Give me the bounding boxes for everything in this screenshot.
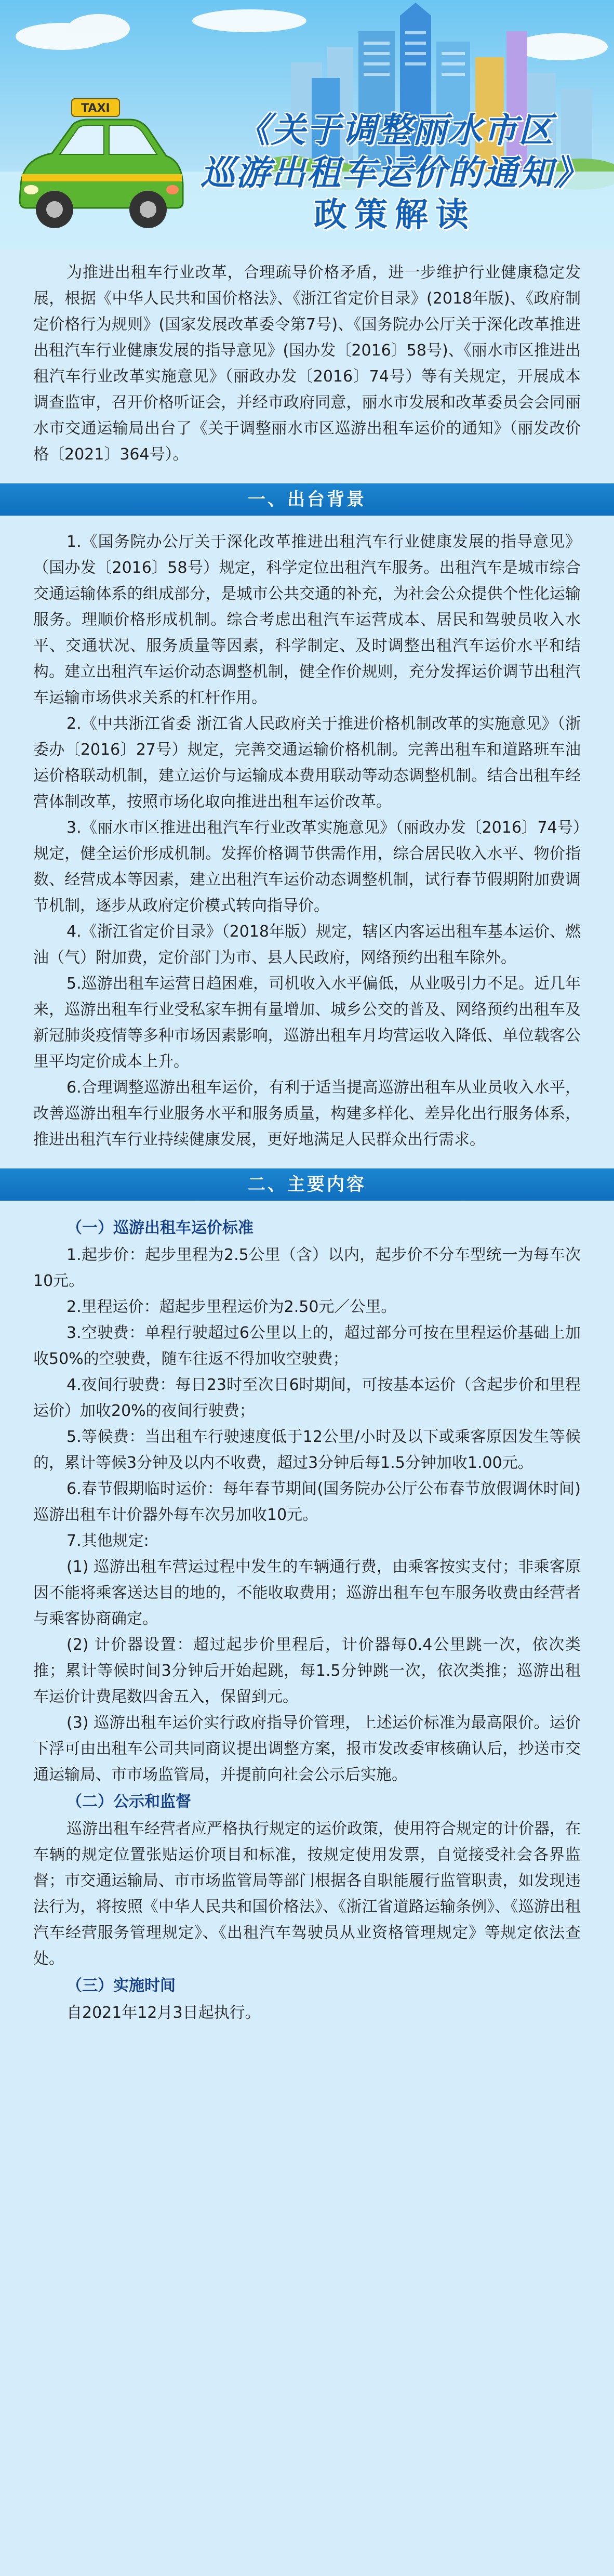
taxi-icon — [10, 96, 187, 236]
fare-item-7: 7.其他规定: — [66, 1532, 149, 1550]
fare-item-3: 3.空驶费：单程行驶超过6公里以上的，超过部分可按在里程运价基础上加收50%的空驶费，随车往返不得加收空驶费； — [33, 1324, 581, 1368]
background-item-4: 4.《浙江省定价目录》（2018年版）规定，辖区内客运出租车基本运价、燃油（气）附加费，定价部门为市、县人民政府，网络预约出租车除外。 — [33, 923, 581, 967]
intro-paragraph: 为推进出租车行业改革，合理疏导价格矛盾，进一步维护行业健康稳定发展，根据《中华人民共和国价格法》、《浙江省定价目录》(2018年版)、《政府制定价格行为规则》(国家发展改革委令第7号)、《国务院办公厅关于深化改革推进出租汽车行业健康发展的指导意见》(国办发〔2016〕58号)、《丽水市区推进出租汽车行业改革实施意见》（丽政办发〔2016〕74号）等有关规定，开展成本调查监审，召开价格听证会，并经市政府同意，丽水市发展和改革委员会会同丽水市交通运输局出台了《关于调整丽水市区巡游出租车运价的通知》（丽发改价格〔2021〕364号）。 — [33, 264, 581, 464]
section-2-header: 二、主要内容 — [0, 1168, 614, 1201]
subheading-effective-date: （三）实施时间 — [66, 1977, 176, 1995]
other-rule-1: (1) 巡游出租车营运过程中发生的车辆通行费，由乘客按实支付；非乘客原因不能将乘客送达目的地的，不能收取费用；巡游出租车包车服务收费由经营者与乘客协商确定。 — [33, 1558, 581, 1628]
fare-item-2: 2.里程运价：超起步里程运价为2.50元／公里。 — [66, 1298, 397, 1316]
title-line-3: 政策解读 — [314, 196, 476, 234]
other-rule-2: (2) 计价器设置：超过起步价里程后，计价器每0.4公里跳一次，依次类推；累计等候时间3分钟后开始起跳，每1.5分钟跳一次，依次类推；巡游出租车运价计费尾数四舍五入，保留到元。 — [33, 1636, 581, 1706]
subheading-supervision: （二）公示和监督 — [66, 1793, 191, 1811]
title-line-1: 《关于调整丽水市区 — [236, 110, 554, 150]
supervision-paragraph: 巡游出租车经营者应严格执行规定的运价政策，使用符合规定的计价器，在车辆的规定位置张贴运价项目和标准，按规定使用发票，自觉接受社会各界监督；市交通运输局、市市场监管局等部门根据各自职能履行监管职责，如发现违法行为，将按照《中华人民共和国价格法》、《浙江省道路运输条例》、《巡游出租汽车经营服务管理规定》、《出租汽车驾驶员从业资格管理规定》等规定依法查处。 — [33, 1820, 581, 1968]
header-banner — [0, 0, 614, 249]
effective-date-paragraph: 自2021年12月3日起执行。 — [66, 2004, 261, 2022]
fare-item-6: 6.春节假期临时运价：每年春节期间(国务院办公厅公布春节放假调休时间)巡游出租车计价器外每车次另加收10元。 — [33, 1480, 581, 1524]
fare-item-4: 4.夜间行驶费：每日23时至次日6时期间，可按基本运价（含起步价和里程运价）加收20%的夜间行驶费； — [33, 1376, 581, 1420]
fare-item-1: 1.起步价：起步里程为2.5公里（含）以内，起步价不分车型统一为每车次10元。 — [33, 1246, 581, 1290]
section-1-header: 一、出台背景 — [0, 483, 614, 516]
other-rule-3: (3) 巡游出租车运价实行政府指导价管理，上述运价标准为最高限价。运价下浮可由出租车公司共同商议提出调整方案，报市发改委审核确认后，抄送市交通运输局、市市场监管局，并提前向社会公示后实施。 — [33, 1714, 581, 1784]
main-content — [0, 260, 614, 2026]
background-item-3: 3.《丽水市区推进出租汽车行业改革实施意见》（丽政办发〔2016〕74号）规定，健全运价形成机制。发挥价格调节供需作用，综合居民收入水平、物价指数、经营成本等因素，建立出租汽车运价动态调整机制，试行春节假期附加费调节机制，逐步从政府定价模式转向指导价。 — [33, 819, 581, 915]
background-item-1: 1.《国务院办公厅关于深化改革推进出租汽车行业健康发展的指导意见》（国办发〔2016〕58号）规定，科学定位出租汽车服务。出租汽车是城市综合交通运输体系的组成部分，是城市公共交通的补充，为社会公众提供个性化运输服务。理顺价格形成机制。综合考虑出租汽车运营成本、居民和驾驶员收入水平、交通状况、服务质量等因素，科学制定、及时调整出租汽车运价水平和结构。建立出租汽车运价动态调整机制，健全作价规则，充分发挥运价调节出租汽车运输市场供求关系的杠杆作用。 — [33, 533, 581, 707]
background-item-2: 2.《中共浙江省委 浙江省人民政府关于推进价格机制改革的实施意见》（浙委办〔2016〕27号）规定，完善交通运输价格机制。完善出租车和道路班车油运价格联动机制，建立运价与运输成本费用联动等动态调整机制。结合出租车经营体制改革，按照市场化取向推进出租车运价改革。 — [33, 715, 581, 811]
background-item-5: 5.巡游出租车运营日趋困难，司机收入水平偏低，从业吸引力不足。近几年来，巡游出租车行业受私家车拥有量增加、城乡公交的普及、网络预约出租车及新冠肺炎疫情等多种市场因素影响，巡游出租车月均营运收入降低、单位载客公里平均定价成本上升。 — [33, 975, 581, 1071]
background-item-6: 6.合理调整巡游出租车运价，有利于适当提高巡游出租车从业员收入水平，改善巡游出租车行业服务水平和服务质量，构建多样化、差异化出行服务体系，推进出租汽车行业持续健康发展，更好地满足人民群众出行需求。 — [33, 1079, 581, 1149]
title-block — [187, 109, 603, 236]
taxi-sign-text: TAXI — [81, 102, 110, 115]
fare-item-5: 5.等候费：当出租车行驶速度低于12公里/小时及以下或乘客原因发生等候的，累计等候3分钟及以内不收费，超过3分钟后每1.5分钟加收1.00元。 — [33, 1428, 581, 1472]
title-line-2: 巡游出租车运价的通知》 — [201, 153, 589, 193]
subheading-fare-standard: （一）巡游出租车运价标准 — [66, 1219, 253, 1237]
